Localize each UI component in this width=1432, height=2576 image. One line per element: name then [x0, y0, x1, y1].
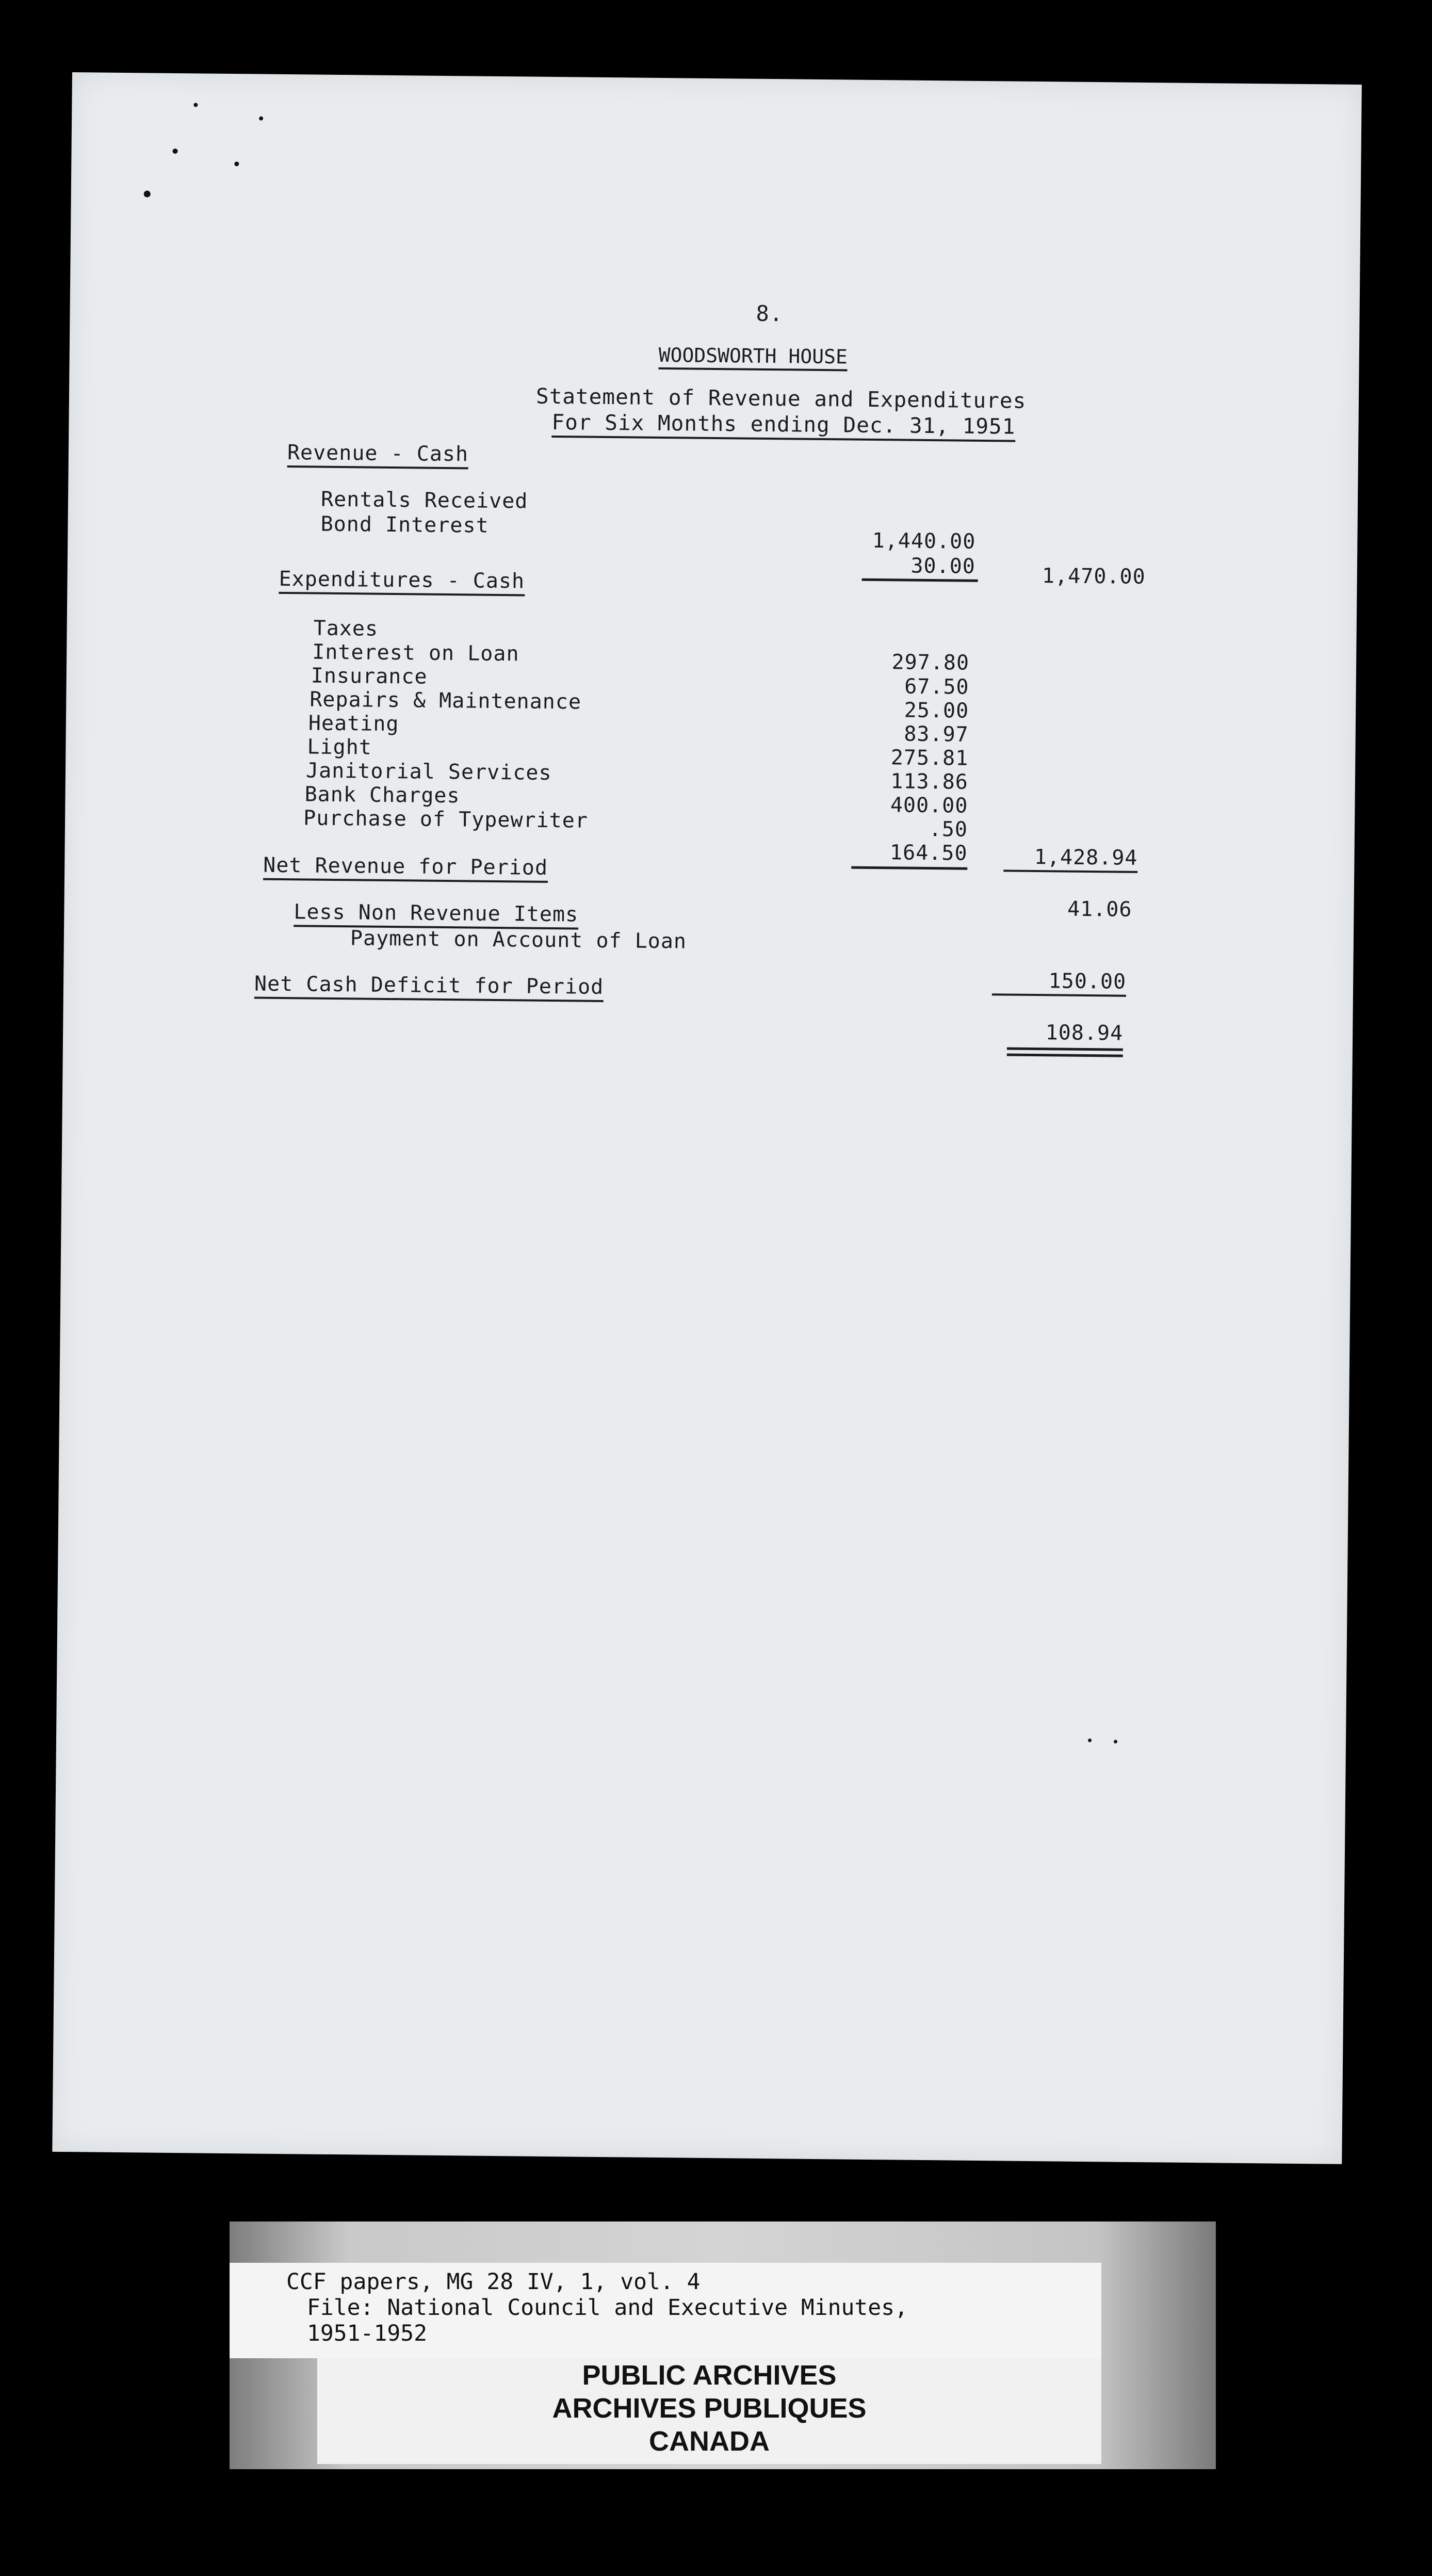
net-revenue-label: Net Revenue for Period: [263, 854, 548, 883]
expenditure-total: 1,428.94: [1003, 845, 1137, 873]
expenditure-item-label: Insurance: [311, 664, 428, 689]
expenditure-item-amount: 83.97: [904, 722, 969, 747]
speck: [144, 190, 151, 197]
speck: [234, 162, 239, 166]
expenditure-item-label: Repairs & Maintenance: [310, 687, 582, 714]
expenditure-item-amount: .50: [929, 817, 968, 842]
net-revenue-amount: 41.06: [1067, 897, 1132, 922]
expenditure-item-amount: 67.50: [904, 674, 969, 699]
revenue-total: 1,470.00: [1042, 564, 1146, 589]
expenditure-item-label: Purchase of Typewriter: [303, 806, 589, 833]
expenditure-item-label: Bank Charges: [304, 782, 460, 808]
expenditure-item-amount: 275.81: [890, 746, 969, 770]
expenditure-item-amount: 400.00: [890, 793, 968, 818]
expenditure-item-amount: 164.50: [889, 841, 968, 865]
revenue-item-label: Rentals Received: [320, 487, 528, 513]
expenditure-item-label: Light: [307, 735, 372, 760]
revenue-item-amount: 30.00: [910, 554, 976, 578]
expenditure-item-label: Heating: [308, 711, 399, 736]
archive-label: [230, 2263, 1101, 2358]
expenditures-heading: Expenditures - Cash: [279, 567, 525, 597]
expenditure-item-amount: 113.86: [890, 769, 969, 794]
archive-label-line-3: 1951-1952: [307, 2321, 427, 2346]
archive-label-line-1: CCF papers, MG 28 IV, 1, vol. 4: [286, 2269, 701, 2295]
page-number: 8.: [756, 300, 784, 327]
expenditure-item-label: Interest on Loan: [312, 640, 519, 666]
speck: [193, 103, 198, 107]
speck: [259, 116, 263, 120]
statement-period: For Six Months ending Dec. 31, 1951: [551, 410, 1015, 442]
double-underline-top: [1007, 1047, 1123, 1051]
revenue-item-amount: 1,440.00: [872, 528, 976, 554]
net-cash-deficit-amount: 108.94: [1045, 1021, 1124, 1045]
revenue-heading: Revenue - Cash: [287, 441, 469, 469]
expenditure-item-label: Janitorial Services: [305, 759, 552, 785]
loan-payment-amount: 150.00: [992, 969, 1126, 996]
revenue-item-label: Bond Interest: [320, 512, 489, 538]
expenditure-item-amount: 25.00: [904, 698, 969, 723]
document-page: [52, 72, 1362, 2164]
expenditure-item-amount: 297.80: [891, 650, 970, 675]
public-archives-stamp: [317, 2358, 1101, 2464]
expenditure-subtotal-rule: [851, 866, 967, 870]
stamp-line-1: PUBLIC ARCHIVES: [582, 2360, 837, 2391]
stamp-line-2: ARCHIVES PUBLIQUES: [552, 2393, 867, 2424]
speck: [1088, 1738, 1092, 1742]
speck: [172, 149, 177, 154]
less-non-revenue-label: Less Non Revenue Items: [294, 900, 578, 929]
speck: [1114, 1740, 1117, 1744]
double-underline-bottom: [1007, 1053, 1123, 1057]
net-cash-deficit-label: Net Cash Deficit for Period: [254, 972, 604, 1002]
stamp-line-3: CANADA: [649, 2426, 770, 2457]
expenditure-item-label: Taxes: [313, 616, 379, 641]
revenue-subtotal-rule: [862, 578, 978, 582]
statement-title: Statement of Revenue and Expenditures: [535, 383, 1027, 413]
loan-payment-label: Payment on Account of Loan: [350, 926, 687, 954]
archive-label-line-2: File: National Council and Executive Minutes,: [307, 2295, 908, 2321]
organization-title: WOODSWORTH HOUSE: [659, 344, 848, 372]
